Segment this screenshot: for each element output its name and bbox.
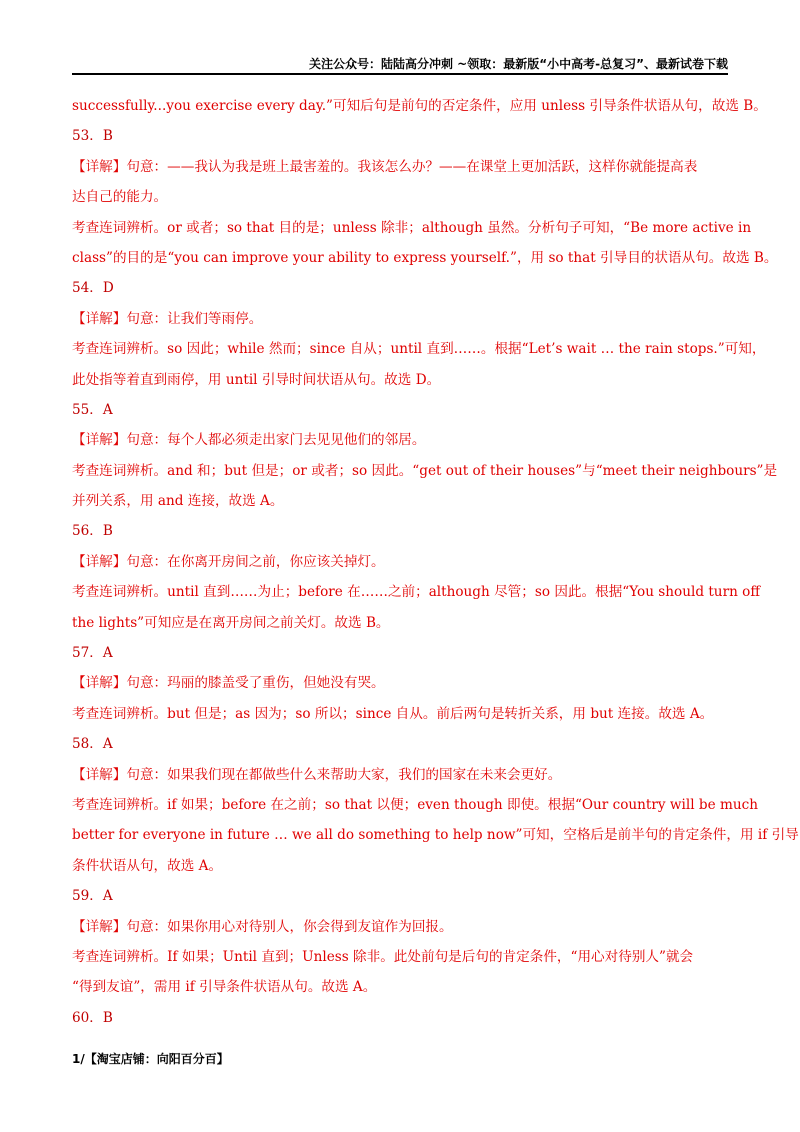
explanation-line: 【详解】句意：如果你用心对待别人，你会得到友谊作为回报。 <box>72 918 453 935</box>
question-number: 58．A <box>72 736 113 753</box>
explanation-line: 并列关系，用 and 连接，故选 A。 <box>72 493 284 510</box>
explanation-line: 【详解】句意：玛丽的膝盖受了重伤，但她没有哭。 <box>72 675 385 692</box>
question-number: 60．B <box>72 1009 113 1026</box>
explanation-line: 考查连词辨析。so 因此；while 然而；since 自从；until 直到……。根据“Let’s wait … the rain stops.”可知， <box>72 341 766 358</box>
question-number: 54．D <box>72 280 114 297</box>
explanation-line: 考查连词辨析。but 但是；as 因为；so 所以；since 自从。前后两句是转折关系，用 but 连接。故选 A。 <box>72 705 714 722</box>
explanation-line: 【详解】句意：在你离开房间之前，你应该关掉灯。 <box>72 553 385 570</box>
explanation-line: 条件状语从句，故选 A。 <box>72 857 223 874</box>
explanation-line: 【详解】句意：每个人都必须走出家门去见见他们的邻居。 <box>72 432 426 449</box>
page-header <box>72 55 728 75</box>
page-footer: 1/【淘宝店铺：向阳百分百】 <box>72 1052 229 1066</box>
explanation-line: 【详解】句意：如果我们现在都做些什么来帮助大家，我们的国家在未来会更好。 <box>72 766 562 783</box>
header-text: 关注公众号：陆陆高分冲刺 ~领取：最新版“小中高考-总复习”、最新试卷下载 <box>309 57 728 71</box>
explanation-line: 此处指等着直到雨停，用 until 引导时间状语从句。故选 D。 <box>72 371 441 388</box>
explanation-line: successfully...you exercise every day.”可知后句是前句的否定条件，应用 unless 引导条件状语从句，故选 B。 <box>72 98 767 114</box>
question-number: 59．A <box>72 888 113 905</box>
explanation-line: 考查连词辨析。If 如果；Until 直到；Unless 除非。此处前句是后句的肯定条件，“用心对待别人”就会 <box>72 948 694 965</box>
explanation-line: 考查连词辨析。or 或者；so that 目的是；unless 除非；although 虽然。分析句子可知，“Be more active in <box>72 219 752 236</box>
explanation-line: 【详解】句意：让我们等雨停。 <box>72 310 263 327</box>
explanation-line: 达自己的能力。 <box>72 189 168 206</box>
question-number: 53．B <box>72 128 113 145</box>
explanation-line: 【详解】句意：——我认为我是班上最害羞的。我该怎么办？——在课堂上更加活跃，这样你就能提高表 <box>72 158 698 175</box>
explanation-line: 考查连词辨析。if 如果；before 在之前；so that 以便；even though 即使。根据“Our country will be much <box>72 796 758 813</box>
explanation-line: “得到友谊”，需用 if 引导条件状语从句。故选 A。 <box>72 979 377 996</box>
answer-explanations <box>72 96 799 1038</box>
question-number: 55．A <box>72 401 113 418</box>
explanation-line: class”的目的是“you can improve your ability to express yourself.”，用 so that 引导目的状语从句。故选 B。 <box>72 249 778 266</box>
explanation-line: 考查连词辨析。and 和；but 但是；or 或者；so 因此。“get out of their houses”与“meet their neighbours”是 <box>72 462 778 479</box>
explanation-line: 考查连词辨析。until 直到……为止；before 在……之前；although 尽管；so 因此。根据“You should turn off <box>72 584 760 601</box>
question-number: 56．B <box>72 523 113 540</box>
explanation-line: better for everyone in future … we all do something to help now”可知，空格后是前半句的肯定条件，用 if 引导 <box>72 827 799 844</box>
explanation-line: the lights”可知应是在离开房间之前关灯。故选 B。 <box>72 614 390 631</box>
question-number: 57．A <box>72 645 113 662</box>
